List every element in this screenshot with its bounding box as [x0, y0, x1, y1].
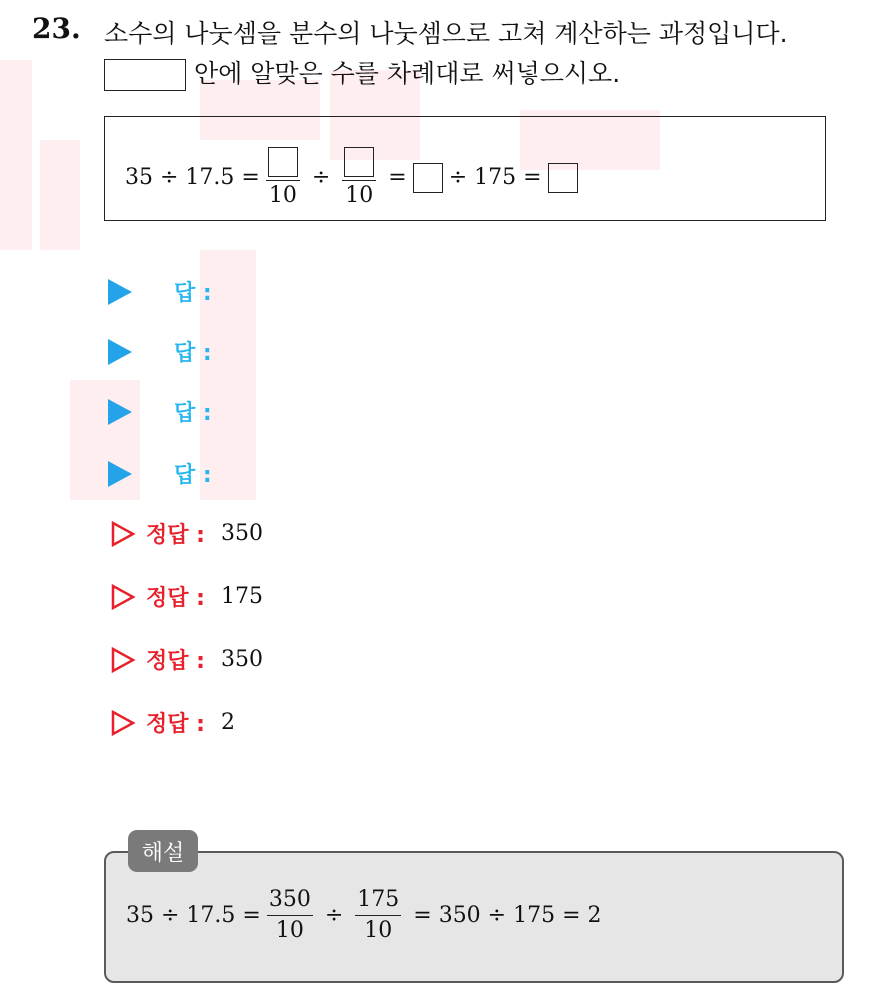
play-marker-icon [108, 339, 132, 365]
answer-key-4 [110, 707, 235, 738]
answer-line-2[interactable] [108, 336, 212, 367]
answer-key-1 [110, 518, 263, 549]
solution-box [104, 851, 844, 983]
answer-label: 답 : [174, 281, 212, 306]
answer-key-2 [110, 581, 263, 612]
answer-key-value: 350 [220, 647, 263, 672]
play-marker-icon [108, 279, 132, 305]
answer-blank-2[interactable] [344, 147, 374, 177]
expr-mid: ÷ 175 = [448, 165, 542, 190]
expr-divide: ÷ [311, 165, 331, 190]
answer-line-4[interactable] [108, 458, 212, 489]
answer-label: 답 : [174, 341, 212, 366]
question-text-line1: 소수의 나눗셈을 분수의 나눗셈으로 고쳐 계산하는 과정입니다. [104, 19, 788, 48]
solution-fraction-1-denominator: 10 [275, 918, 304, 943]
answer-key-label: 정답 : [146, 712, 205, 737]
solution-fraction-2-numerator: 175 [355, 887, 401, 916]
answer-key-value: 175 [220, 584, 263, 609]
blank-box-example [104, 59, 186, 91]
question-text-line2 [104, 54, 620, 91]
expr-lhs: 35 ÷ 17.5 = [125, 165, 260, 190]
solution-fraction-2-denominator: 10 [364, 918, 393, 943]
answer-key-value: 350 [220, 521, 263, 546]
answer-key-label: 정답 : [146, 586, 205, 611]
answer-blank-3[interactable] [413, 163, 443, 193]
answer-label: 답 : [174, 463, 212, 488]
solution-expression [126, 887, 608, 943]
outline-triangle-icon [110, 710, 136, 736]
fraction-2 [342, 147, 376, 208]
answer-line-3[interactable] [108, 396, 212, 427]
fraction-1-denominator: 10 [268, 183, 297, 208]
outline-triangle-icon [110, 521, 136, 547]
answer-key-label: 정답 : [146, 523, 205, 548]
answer-label: 답 : [174, 401, 212, 426]
play-marker-icon [108, 461, 132, 487]
solution-fraction-2 [355, 887, 401, 943]
solution-lhs: 35 ÷ 17.5 = [126, 902, 261, 928]
expression [125, 147, 578, 208]
play-marker-icon [108, 399, 132, 425]
solution-divide: ÷ [324, 902, 344, 928]
outline-triangle-icon [110, 647, 136, 673]
answer-line-1[interactable] [108, 276, 212, 307]
question-text-line2-text: 안에 알맞은 수를 차례대로 써넣으시오. [194, 59, 621, 88]
solution-rhs: = 350 ÷ 175 = 2 [413, 902, 602, 928]
answer-key-label: 정답 : [146, 649, 205, 674]
expr-equals: = [388, 165, 407, 190]
outline-triangle-icon [110, 584, 136, 610]
answer-blank-1[interactable] [268, 147, 298, 177]
fraction-1 [266, 147, 300, 208]
expression-box [104, 116, 826, 221]
answer-key-3 [110, 644, 263, 675]
fraction-2-denominator: 10 [345, 183, 374, 208]
question-number: 23. [32, 12, 81, 45]
solution-fraction-1 [267, 887, 313, 943]
solution-fraction-1-numerator: 350 [267, 887, 313, 916]
answer-blank-4[interactable] [548, 163, 578, 193]
solution-tag: 해설 [128, 830, 198, 872]
answer-key-value: 2 [220, 710, 235, 735]
